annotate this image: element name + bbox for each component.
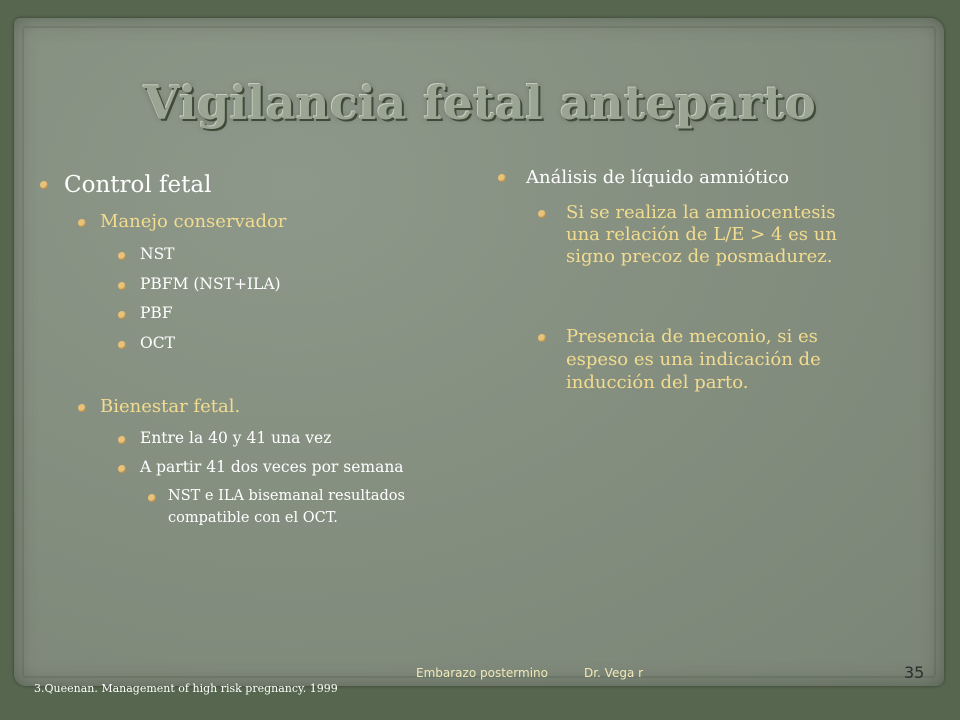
bullet-icon (538, 334, 546, 342)
control-fetal-heading: Control fetal (64, 172, 212, 198)
bullet-icon (118, 282, 126, 290)
footer-center (416, 666, 679, 680)
manejo-subitem: PBFM (NST+ILA) (140, 275, 281, 293)
footer-topic: Embarazo postermino (416, 666, 548, 680)
bullet-icon (118, 341, 126, 349)
bullet-icon (118, 465, 126, 473)
meconio-line2: espeso es una indicación de (566, 349, 821, 370)
bullet-icon (78, 404, 86, 412)
manejo-subitem: PBF (140, 304, 173, 322)
reference-citation: 3.Queenan. Management of high risk pregnancy. 1999 (34, 682, 338, 695)
bienestar-fetal-item: Bienestar fetal. (100, 396, 241, 417)
bullet-icon (118, 252, 126, 260)
meconio-line3: inducción del parto. (566, 372, 749, 393)
bullet-icon (40, 181, 48, 189)
bullet-icon (148, 494, 156, 502)
bullet-icon (538, 210, 546, 218)
bullet-icon (118, 436, 126, 444)
bienestar-subitem: A partir 41 dos veces por semana (140, 458, 404, 476)
manejo-conservador-item: Manejo conservador (100, 211, 287, 232)
bienestar-subitem: Entre la 40 y 41 una vez (140, 429, 332, 447)
nst-ila-note-line1: NST e ILA bisemanal resultados (168, 488, 405, 504)
page-number: 35 (904, 663, 925, 682)
bullet-icon (118, 311, 126, 319)
liquido-amniotico-heading: Análisis de líquido amniótico (526, 167, 790, 188)
slide-title: Vigilancia fetal anteparto (143, 76, 817, 130)
bullet-icon (498, 174, 506, 182)
amniocentesis-line2: una relación de L/E > 4 es un (566, 224, 837, 245)
bullet-icon (78, 219, 86, 227)
footer-author: Dr. Vega r (583, 666, 644, 680)
manejo-subitem: OCT (140, 334, 175, 352)
amniocentesis-line3: signo precoz de posmadurez. (566, 246, 833, 267)
manejo-subitem: NST (140, 245, 175, 263)
nst-ila-note-line2: compatible con el OCT. (168, 510, 338, 526)
meconio-line1: Presencia de meconio, si es (566, 326, 818, 347)
amniocentesis-line1: Si se realiza la amniocentesis (566, 202, 836, 223)
